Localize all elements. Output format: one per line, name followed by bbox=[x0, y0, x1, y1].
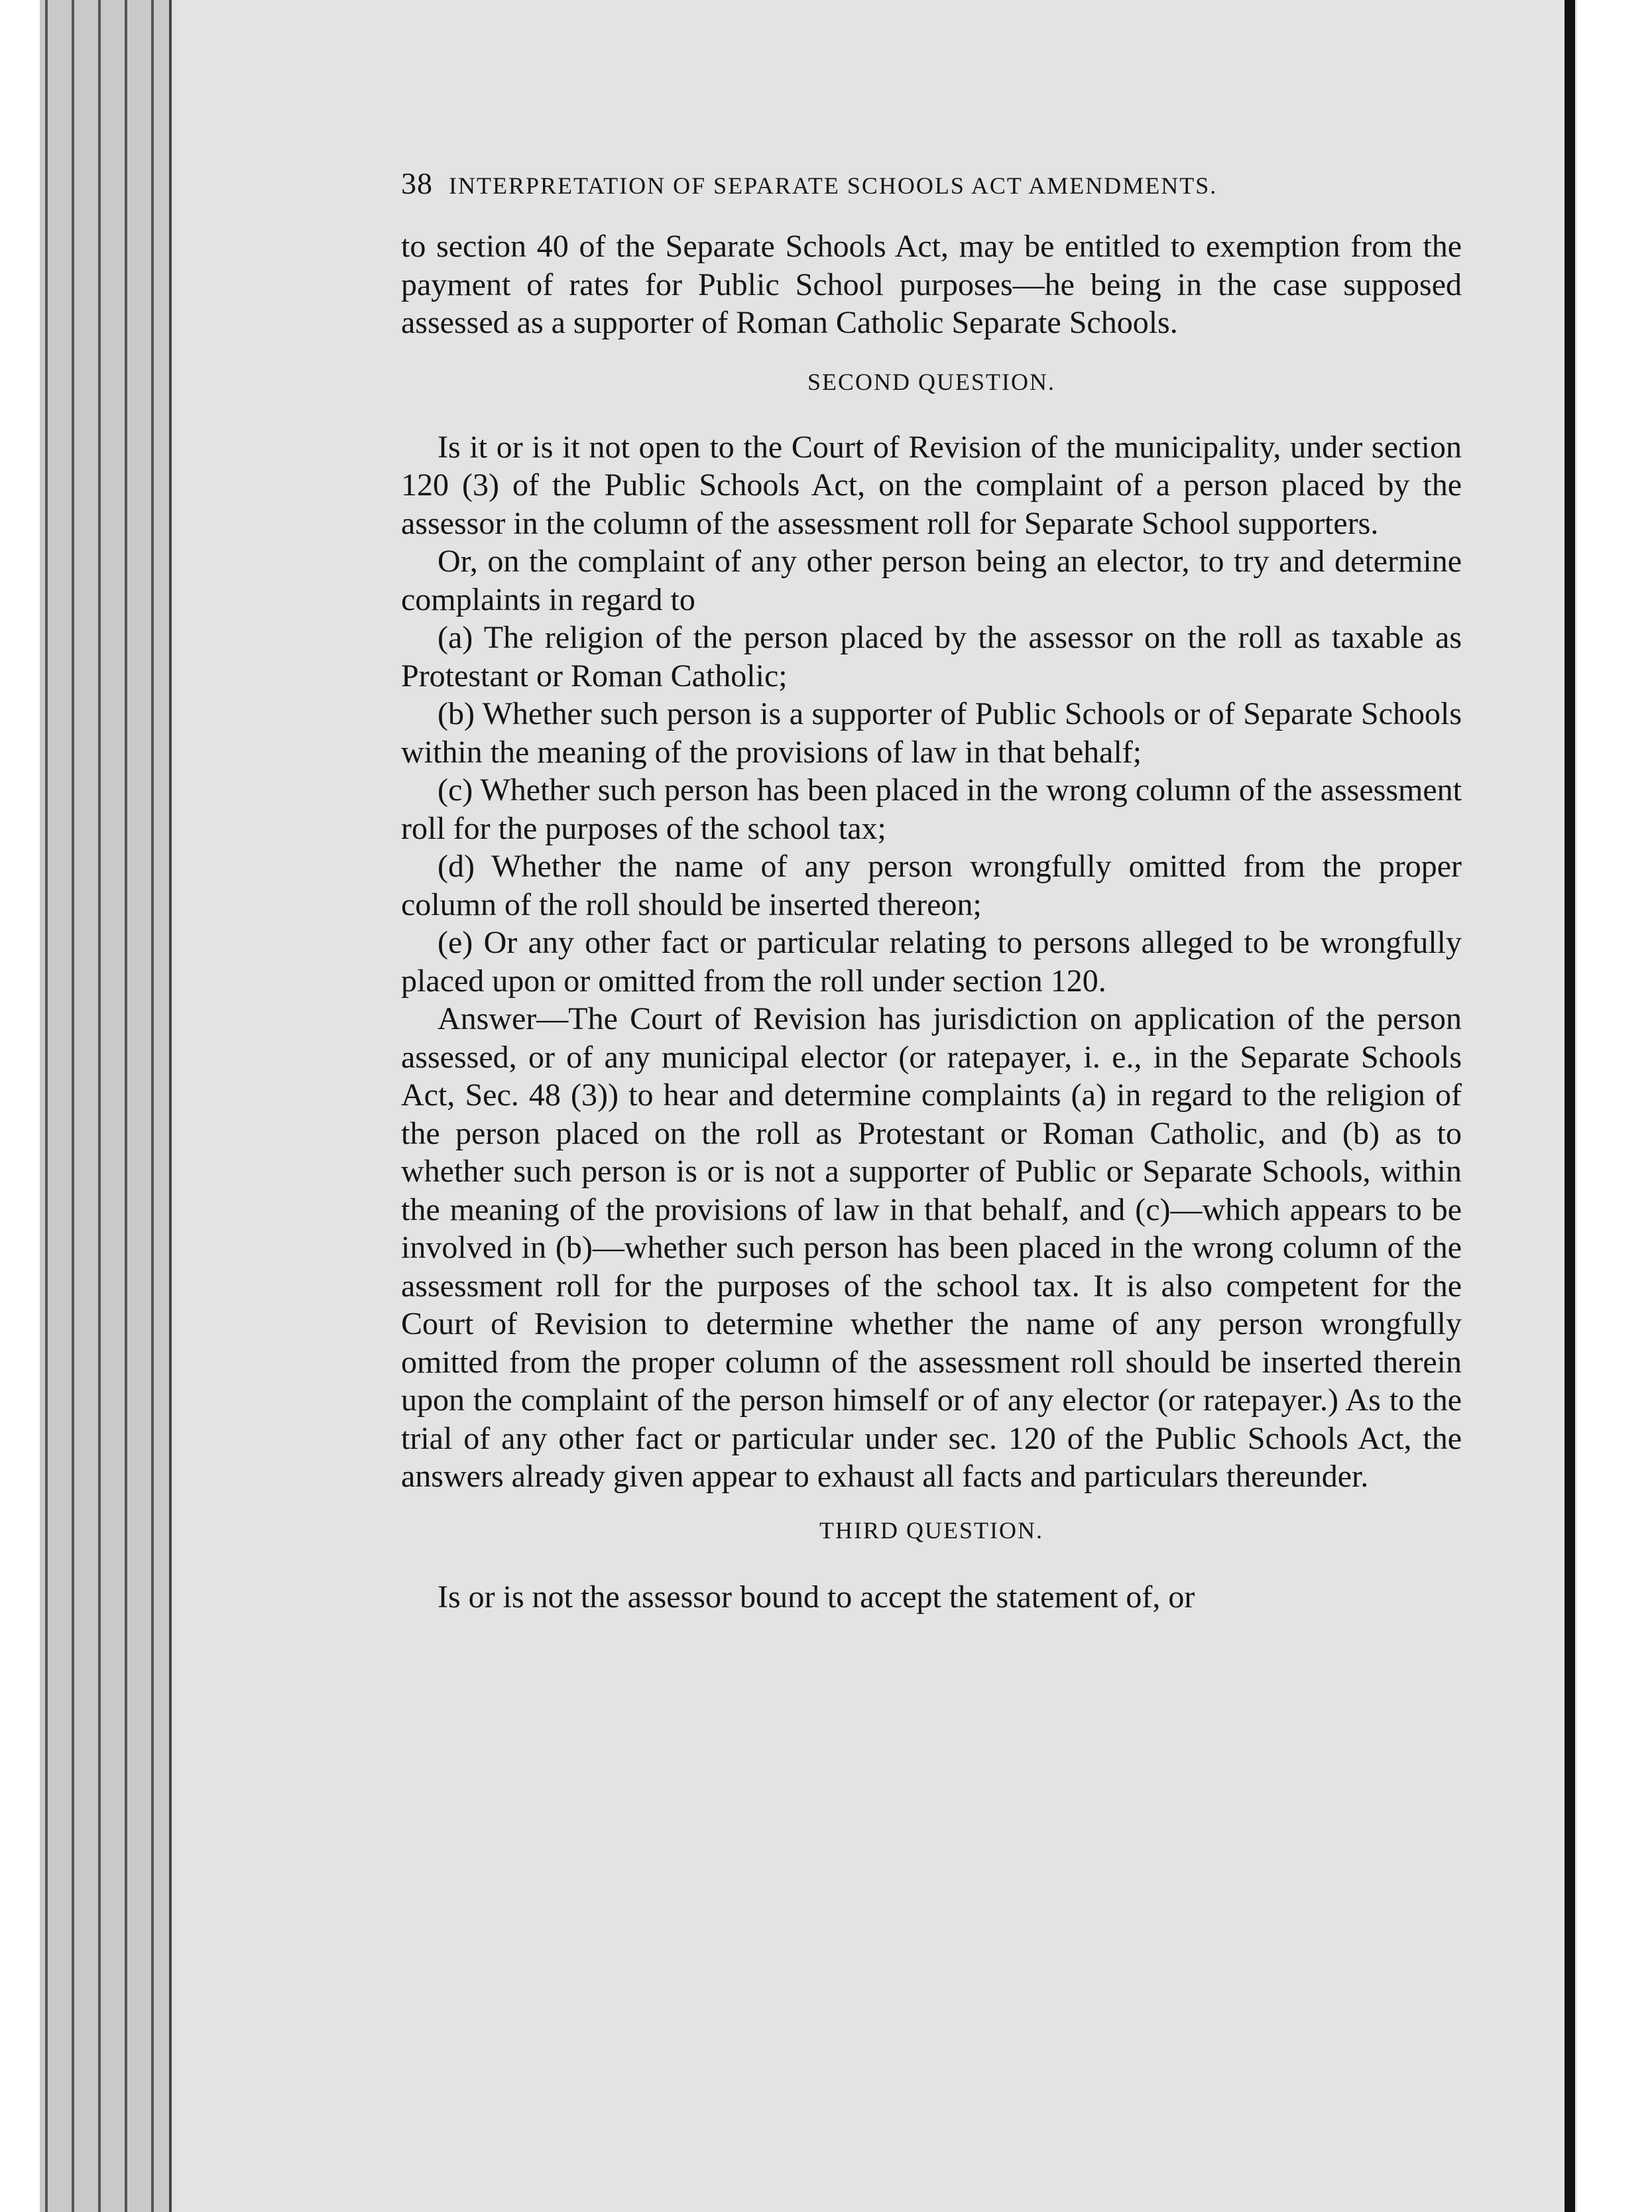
answer-paragraph: Answer—The Court of Revision has jurisdiction on application of the person assessed, or of any municipal elector (or ratepayer, i. e., in the Separate Schools Act, Sec. 48 (3)) to hear and determine complaints (a) in regard to the religion of the person placed on the roll as Protestant or Roman Catholic, and (b) as to whether such person is or is not a supporter of Public or Separate Schools, within the meaning of the provisions of law in that behalf, and (c)—which appears to be involved in (b)—whether such person has been placed in the wrong column of the assessment roll for the purposes of the school tax. It is also competent for the Court of Revision to determine whether the name of any person wrongfully omitted from the proper column of the assessment roll should be inserted therein upon the complaint of the person himself or of any elector (or ratepayer.) As to the trial of any other fact or particular under sec. 120 of the Public Schools Act, the answers already given appear to exhaust all facts and particulars thereunder. bbox=[401, 1001, 1462, 1494]
item-d: (d) Whether the name of any person wrongfully omitted from the proper column of the roll should be inserted thereon; bbox=[401, 849, 1462, 922]
text-block bbox=[401, 166, 1462, 1616]
page-number: 38 bbox=[401, 166, 433, 200]
page-edge-line bbox=[125, 0, 127, 2212]
page-edge-line bbox=[98, 0, 101, 2212]
second-question-paragraph: Is it or is it not open to the Court of Revision of the municipality, under section 120 (3) of the Public Schools Act, on the complaint of a person placed by the assessor in the column of the assessment roll for Separate School supporters. bbox=[401, 429, 1462, 541]
item-c: (c) Whether such person has been placed in the wrong column of the assessment roll for the purposes of the school tax; bbox=[401, 772, 1462, 846]
third-question-paragraph: Is or is not the assessor bound to accept the statement of, or bbox=[438, 1579, 1195, 1615]
item-a: (a) The religion of the person placed by the assessor on the roll as taxable as Protestant or Roman Catholic; bbox=[401, 620, 1462, 694]
or-complaint-paragraph: Or, on the complaint of any other person being an elector, to try and determine complaints in regard to bbox=[401, 544, 1462, 617]
running-title: INTERPRETATION OF SEPARATE SCHOOLS ACT AMENDMENTS. bbox=[449, 172, 1218, 199]
page-edge-line bbox=[151, 0, 154, 2212]
continuation-paragraph: to section 40 of the Separate Schools Act, may be entitled to exemption from the payment of rates for Public School purposes—he being in the case supposed assessed as a supporter of Roman Catholic Separate Schools. bbox=[401, 229, 1462, 340]
second-question-heading: SECOND QUESTION. bbox=[807, 368, 1055, 395]
item-e: (e) Or any other fact or particular relating to persons alleged to be wrongfully placed upon or omitted from the roll under section 120. bbox=[401, 925, 1462, 999]
running-head bbox=[401, 166, 1462, 201]
item-b: (b) Whether such person is a supporter of Public Schools or of Separate Schools within the meaning of the provisions of law in that behalf; bbox=[401, 696, 1462, 770]
page-edge-line bbox=[45, 0, 48, 2212]
book-spine-edge bbox=[1564, 0, 1575, 2212]
page-edge-line bbox=[72, 0, 74, 2212]
third-question-heading: THIRD QUESTION. bbox=[819, 1516, 1043, 1544]
